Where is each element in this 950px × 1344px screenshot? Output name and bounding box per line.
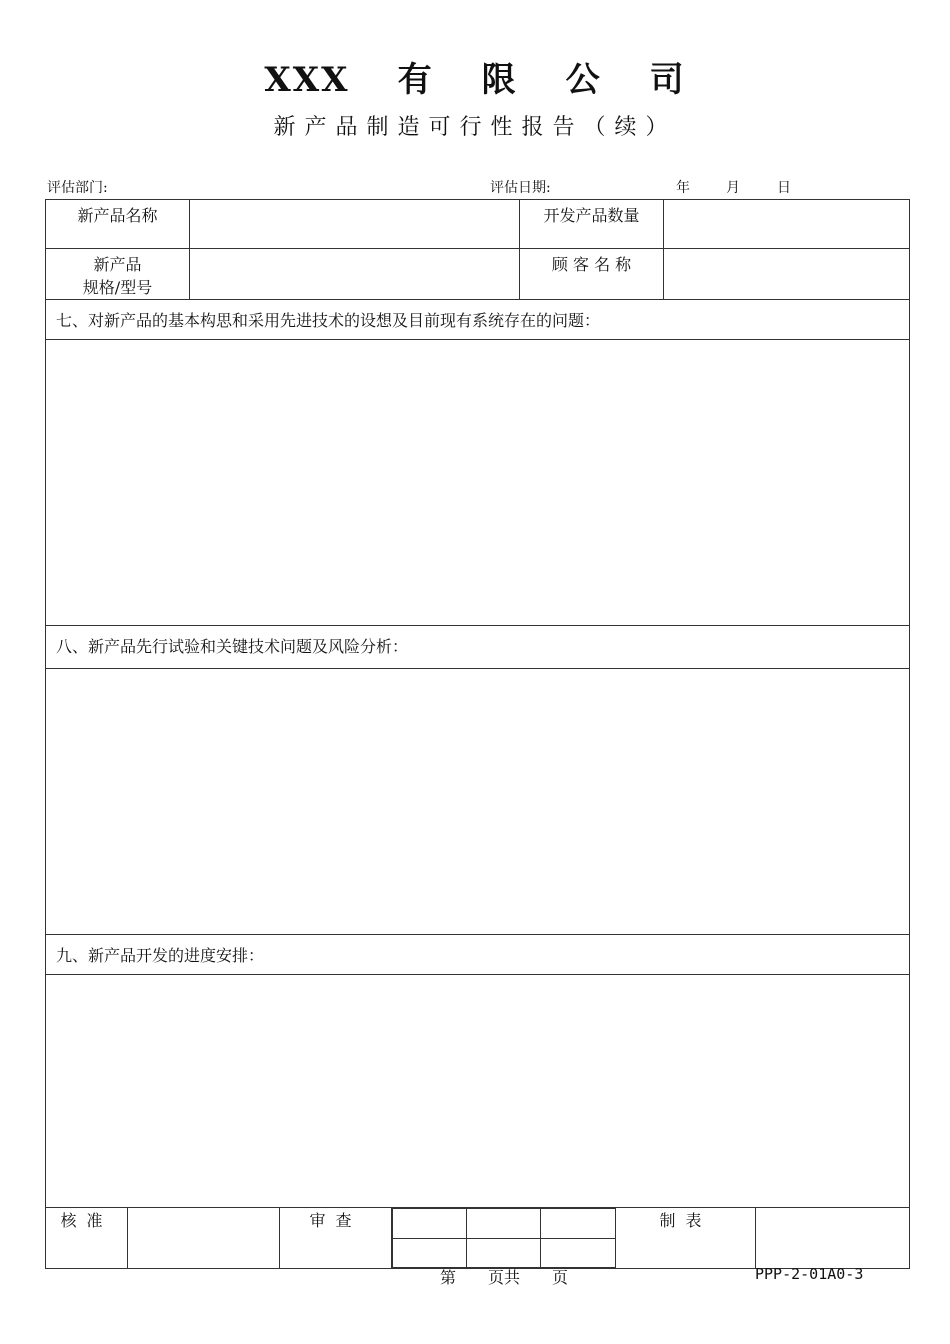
company-word: 司 bbox=[649, 60, 686, 100]
dev-qty-field[interactable] bbox=[664, 200, 910, 249]
company-title bbox=[0, 52, 950, 101]
product-name-label: 新产品名称 bbox=[46, 200, 190, 249]
company-word: 公 bbox=[565, 60, 602, 100]
date-day: 日 bbox=[777, 180, 791, 196]
approve-field[interactable] bbox=[128, 1208, 280, 1269]
review-cell[interactable] bbox=[541, 1238, 615, 1268]
review-grid-table bbox=[392, 1208, 615, 1268]
section-9-field[interactable] bbox=[46, 975, 910, 1208]
review-label: 审查 bbox=[280, 1208, 392, 1269]
spec-label bbox=[46, 249, 190, 300]
review-grid bbox=[392, 1208, 616, 1269]
page-counter: 第 页共 页 bbox=[440, 1268, 569, 1287]
date-label: 评估日期: bbox=[490, 180, 551, 196]
section-8-title: 八、新产品先行试验和关键技术问题及风险分析： bbox=[46, 626, 910, 669]
prepare-field[interactable] bbox=[756, 1208, 910, 1269]
date-year: 年 bbox=[676, 180, 690, 196]
dept-label: 评估部门: bbox=[47, 180, 108, 196]
company-word: 限 bbox=[481, 60, 518, 100]
form-code: PPP-2-01A0-3 bbox=[755, 1265, 864, 1283]
company-word: XXX bbox=[264, 60, 350, 100]
product-name-field[interactable] bbox=[190, 200, 520, 249]
company-word: 有 bbox=[397, 60, 434, 100]
date-month: 月 bbox=[726, 180, 740, 196]
review-cell[interactable] bbox=[541, 1209, 615, 1239]
report-subtitle: 新产品制造可行性报告（续） bbox=[273, 115, 677, 140]
dev-qty-label: 开发产品数量 bbox=[520, 200, 664, 249]
spec-field[interactable] bbox=[190, 249, 520, 300]
review-cell[interactable] bbox=[393, 1209, 467, 1239]
review-cell[interactable] bbox=[393, 1238, 467, 1268]
customer-field[interactable] bbox=[664, 249, 910, 300]
spec-label-line2: 规格/型号 bbox=[82, 278, 153, 297]
review-cell[interactable] bbox=[467, 1209, 541, 1239]
section-9-title: 九、新产品开发的进度安排： bbox=[46, 935, 910, 975]
report-form bbox=[45, 199, 910, 1269]
section-8-field[interactable] bbox=[46, 669, 910, 935]
spec-label-line1: 新产品 bbox=[93, 255, 142, 274]
review-cell[interactable] bbox=[467, 1238, 541, 1268]
customer-label: 顾 客 名 称 bbox=[520, 249, 664, 300]
prepare-label: 制表 bbox=[616, 1208, 756, 1269]
approve-label: 核准 bbox=[46, 1208, 128, 1269]
section-7-title: 七、对新产品的基本构思和采用先进技术的设想及目前现有系统存在的问题： bbox=[46, 300, 910, 340]
section-7-field[interactable] bbox=[46, 340, 910, 626]
